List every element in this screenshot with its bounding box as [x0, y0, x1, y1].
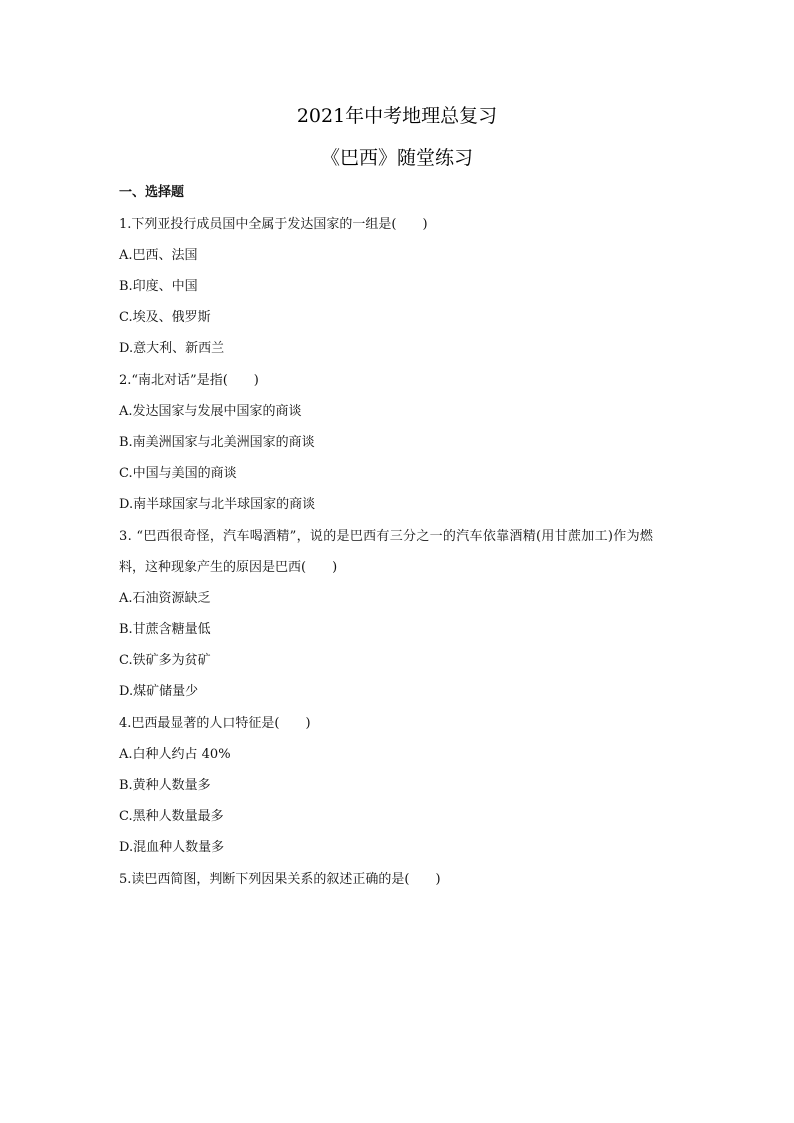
question-1-stem: 1.下列亚投行成员国中全属于发达国家的一组是( )	[119, 217, 428, 232]
question-1-option-c: C.埃及、俄罗斯	[119, 310, 211, 325]
document-subtitle: 《巴西》随堂练习	[320, 147, 473, 169]
question-4-stem: 4.巴西最显著的人口特征是( )	[119, 716, 311, 731]
question-2-stem: 2.“南北对话”是指( )	[119, 373, 259, 388]
question-2-option-d: D.南半球国家与北半球国家的商谈	[119, 497, 316, 512]
question-3-stem-line-1: 3. “巴西很奇怪，汽车喝酒精”，说的是巴西有三分之一的汽车依靠酒精(用甘蔗加工)作为燃	[119, 529, 654, 544]
question-2-option-c: C.中国与美国的商谈	[119, 466, 237, 481]
question-3-option-d: D.煤矿储量少	[119, 684, 199, 699]
question-3-option-b: B.甘蔗含糖量低	[119, 622, 211, 637]
document-title: 2021年中考地理总复习	[296, 105, 498, 127]
question-3-stem-line-2: 料，这种现象产生的原因是巴西( )	[119, 560, 338, 575]
question-4-option-a: A.白种人约占 40%	[119, 747, 231, 762]
question-2-option-a: A.发达国家与发展中国家的商谈	[119, 404, 302, 419]
question-5-stem: 5.读巴西简图，判断下列因果关系的叙述正确的是( )	[119, 872, 441, 887]
question-3-option-c: C.铁矿多为贫矿	[119, 653, 211, 668]
question-4-option-d: D.混血种人数量多	[119, 840, 225, 855]
question-4-option-b: B.黄种人数量多	[119, 778, 211, 793]
question-2-option-b: B.南美洲国家与北美洲国家的商谈	[119, 435, 315, 450]
question-3-option-a: A.石油资源缺乏	[119, 591, 211, 606]
question-1-option-b: B.印度、中国	[119, 279, 198, 294]
question-4-option-c: C.黑种人数量最多	[119, 809, 224, 824]
section-heading: 一、选择题	[119, 185, 185, 200]
question-1-option-d: D.意大利、新西兰	[119, 341, 225, 356]
question-1-option-a: A.巴西、法国	[119, 248, 198, 263]
